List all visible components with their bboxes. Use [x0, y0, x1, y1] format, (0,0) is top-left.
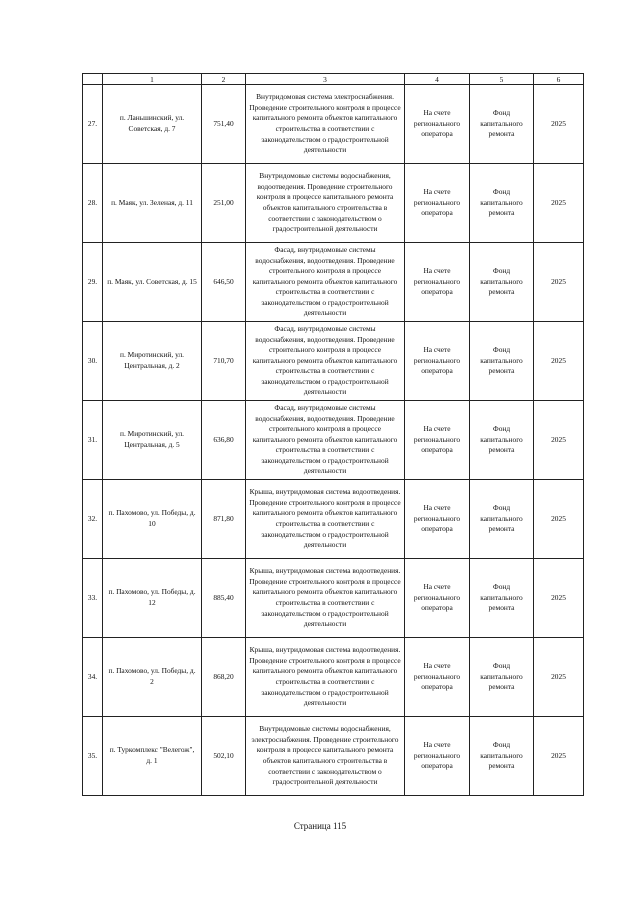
area-cell: 636,80 [202, 401, 246, 480]
account-cell: На счете регионального оператора [405, 85, 470, 164]
area-cell: 885,40 [202, 559, 246, 638]
account-cell: На счете регионального оператора [405, 559, 470, 638]
year-cell: 2025 [534, 559, 584, 638]
row-number: 27. [83, 85, 103, 164]
page-number: Страница 115 [293, 821, 347, 831]
funding-source-cell: Фонд капитального ремонта [470, 243, 534, 322]
address-cell: п. Миротинский, ул. Центральная, д. 2 [103, 322, 202, 401]
table-row [83, 164, 584, 243]
table-row [83, 559, 584, 638]
account-cell: На счете регионального оператора [405, 638, 470, 717]
header-cell-1: 1 [103, 74, 202, 85]
row-number: 32. [83, 480, 103, 559]
year-cell: 2025 [534, 243, 584, 322]
year-cell: 2025 [534, 85, 584, 164]
address-cell: п. Пахомово, ул. Победы, д. 10 [103, 480, 202, 559]
header-cell-5: 5 [470, 74, 534, 85]
address-cell: п. Миротинский, ул. Центральная, д. 5 [103, 401, 202, 480]
header-cell-4: 4 [405, 74, 470, 85]
year-cell: 2025 [534, 717, 584, 796]
table-row [83, 480, 584, 559]
area-cell: 871,80 [202, 480, 246, 559]
funding-source-cell: Фонд капитального ремонта [470, 401, 534, 480]
header-cell-3: 3 [246, 74, 405, 85]
area-cell: 751,40 [202, 85, 246, 164]
works-description-cell: Внутридомовые системы водоснабжения, водоотведения. Проведение строительного контроля в процессе капитального ремонта объектов капитального строительства в соответствии с законодательством о градостроительной деятельности [246, 164, 405, 243]
funding-source-cell: Фонд капитального ремонта [470, 638, 534, 717]
works-description-cell: Фасад, внутридомовые системы водоснабжения, водоотведения. Проведение строительного контроля в процессе капитального ремонта объектов капитального строительства в соответствии с законодательством о градостроительной деятельности [246, 322, 405, 401]
funding-source-cell: Фонд капитального ремонта [470, 164, 534, 243]
row-number: 28. [83, 164, 103, 243]
account-cell: На счете регионального оператора [405, 243, 470, 322]
works-description-cell: Фасад, внутридомовые системы водоснабжения, водоотведения. Проведение строительного контроля в процессе капитального ремонта объектов капитального строительства в соответствии с законодательством о градостроительной деятельности [246, 243, 405, 322]
works-description-cell: Фасад, внутридомовые системы водоснабжения, водоотведения. Проведение строительного контроля в процессе капитального ремонта объектов капитального строительства в соответствии с законодательством о градостроительной деятельности [246, 401, 405, 480]
works-description-cell: Внутридомовая система электроснабжения. Проведение строительного контроля в процессе капитального ремонта объектов капитального строительства в соответствии с законодательством о градостроительной деятельности [246, 85, 405, 164]
table-row [83, 322, 584, 401]
header-cell-empty [83, 74, 103, 85]
address-cell: п. Туркомплекс "Велегож", д. 1 [103, 717, 202, 796]
row-number: 31. [83, 401, 103, 480]
header-cell-2: 2 [202, 74, 246, 85]
row-number: 33. [83, 559, 103, 638]
table-row [83, 638, 584, 717]
works-description-cell: Внутридомовые системы водоснабжения, электроснабжения. Проведение строительного контроля в процессе капитального ремонта объектов капитального строительства в соответствии с законодательством о градостроительной деятельности [246, 717, 405, 796]
address-cell: п. Ланьшинский, ул. Советская, д. 7 [103, 85, 202, 164]
works-description-cell: Крыша, внутридомовая система водоотведения. Проведение строительного контроля в процессе капитального ремонта объектов капитального строительства в соответствии с законодательством о градостроительной деятельности [246, 480, 405, 559]
table-row [83, 401, 584, 480]
table-row [83, 717, 584, 796]
account-cell: На счете регионального оператора [405, 717, 470, 796]
area-cell: 646,50 [202, 243, 246, 322]
header-row [83, 74, 584, 85]
area-cell: 868,20 [202, 638, 246, 717]
account-cell: На счете регионального оператора [405, 480, 470, 559]
works-description-cell: Крыша, внутридомовая система водоотведения. Проведение строительного контроля в процессе капитального ремонта объектов капитального строительства в соответствии с законодательством о градостроительной деятельности [246, 559, 405, 638]
row-number: 30. [83, 322, 103, 401]
funding-source-cell: Фонд капитального ремонта [470, 85, 534, 164]
account-cell: На счете регионального оператора [405, 322, 470, 401]
works-table [82, 73, 584, 796]
row-number: 34. [83, 638, 103, 717]
year-cell: 2025 [534, 164, 584, 243]
area-cell: 251,00 [202, 164, 246, 243]
year-cell: 2025 [534, 638, 584, 717]
area-cell: 502,10 [202, 717, 246, 796]
works-description-cell: Крыша, внутридомовая система водоотведения. Проведение строительного контроля в процессе капитального ремонта объектов капитального строительства в соответствии с законодательством о градостроительной деятельности [246, 638, 405, 717]
funding-source-cell: Фонд капитального ремонта [470, 480, 534, 559]
table-row [83, 243, 584, 322]
row-number: 35. [83, 717, 103, 796]
funding-source-cell: Фонд капитального ремонта [470, 322, 534, 401]
address-cell: п. Пахомово, ул. Победы, д. 12 [103, 559, 202, 638]
area-cell: 710,70 [202, 322, 246, 401]
funding-source-cell: Фонд капитального ремонта [470, 717, 534, 796]
funding-source-cell: Фонд капитального ремонта [470, 559, 534, 638]
year-cell: 2025 [534, 322, 584, 401]
address-cell: п. Маяк, ул. Зеленая, д. 11 [103, 164, 202, 243]
account-cell: На счете регионального оператора [405, 401, 470, 480]
year-cell: 2025 [534, 480, 584, 559]
table-row [83, 85, 584, 164]
header-cell-6: 6 [534, 74, 584, 85]
account-cell: На счете регионального оператора [405, 164, 470, 243]
row-number: 29. [83, 243, 103, 322]
address-cell: п. Маяк, ул. Советская, д. 15 [103, 243, 202, 322]
year-cell: 2025 [534, 401, 584, 480]
address-cell: п. Пахомово, ул. Победы, д. 2 [103, 638, 202, 717]
